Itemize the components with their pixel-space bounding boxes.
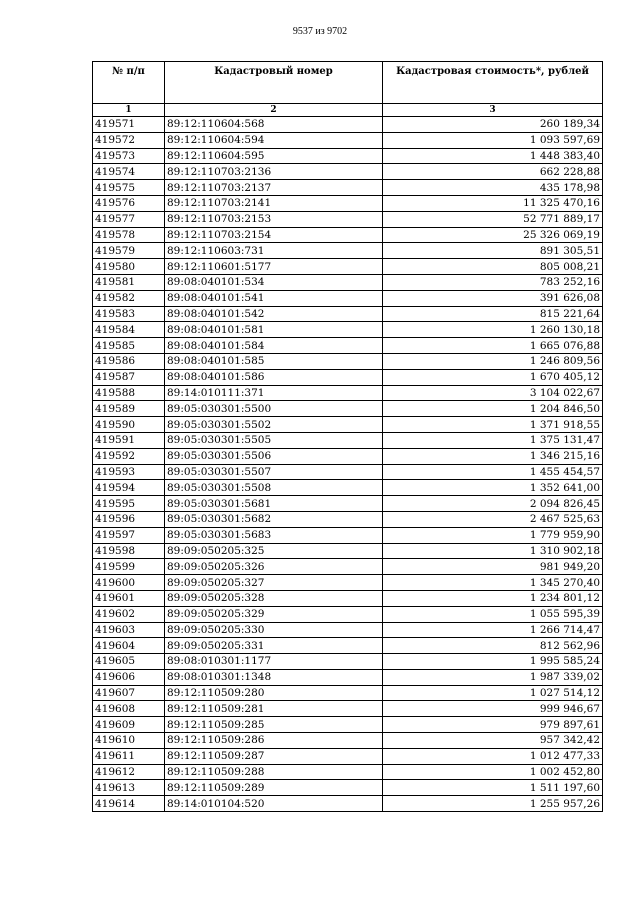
row-number-cell: 419602 xyxy=(93,606,165,622)
row-number-cell: 419598 xyxy=(93,543,165,559)
row-number-cell: 419604 xyxy=(93,638,165,654)
table-row xyxy=(93,733,603,749)
cadastral-value-cell: 1 234 801,12 xyxy=(383,590,603,606)
cadastral-number-cell: 89:05:030301:5506 xyxy=(165,448,383,464)
row-number-cell: 419588 xyxy=(93,385,165,401)
cadastral-value-cell: 1 375 131,47 xyxy=(383,432,603,448)
header-cadastral-number: Кадастровый номер xyxy=(165,62,383,104)
row-number-cell: 419614 xyxy=(93,796,165,812)
cadastral-number-cell: 89:05:030301:5681 xyxy=(165,496,383,512)
row-number-cell: 419594 xyxy=(93,480,165,496)
table-row xyxy=(93,511,603,527)
row-number-cell: 419587 xyxy=(93,369,165,385)
table-header-row xyxy=(93,62,603,104)
row-number-cell: 419606 xyxy=(93,669,165,685)
cadastral-number-cell: 89:09:050205:331 xyxy=(165,638,383,654)
table-row xyxy=(93,195,603,211)
row-number-cell: 419613 xyxy=(93,780,165,796)
table-row xyxy=(93,338,603,354)
table-row xyxy=(93,527,603,543)
table-row xyxy=(93,464,603,480)
cadastral-number-cell: 89:12:110509:281 xyxy=(165,701,383,717)
cadastral-value-cell: 999 946,67 xyxy=(383,701,603,717)
column-number-3: 3 xyxy=(383,104,603,117)
table-row xyxy=(93,543,603,559)
row-number-cell: 419605 xyxy=(93,654,165,670)
table-row xyxy=(93,259,603,275)
cadastral-number-cell: 89:12:110509:280 xyxy=(165,685,383,701)
table-row xyxy=(93,654,603,670)
cadastral-number-cell: 89:08:040101:534 xyxy=(165,274,383,290)
cadastral-number-cell: 89:05:030301:5508 xyxy=(165,480,383,496)
cadastral-number-cell: 89:05:030301:5502 xyxy=(165,417,383,433)
cadastral-number-cell: 89:12:110509:287 xyxy=(165,748,383,764)
cadastral-value-cell: 891 305,51 xyxy=(383,243,603,259)
row-number-cell: 419593 xyxy=(93,464,165,480)
cadastral-number-cell: 89:09:050205:325 xyxy=(165,543,383,559)
cadastral-value-cell: 1 511 197,60 xyxy=(383,780,603,796)
cadastral-number-cell: 89:12:110604:595 xyxy=(165,148,383,164)
cadastral-value-cell: 815 221,64 xyxy=(383,306,603,322)
table-row xyxy=(93,638,603,654)
table-row xyxy=(93,353,603,369)
cadastral-number-cell: 89:08:010301:1348 xyxy=(165,669,383,685)
cadastral-number-cell: 89:05:030301:5507 xyxy=(165,464,383,480)
table-row xyxy=(93,432,603,448)
row-number-cell: 419612 xyxy=(93,764,165,780)
cadastral-value-cell: 1 371 918,55 xyxy=(383,417,603,433)
table-row xyxy=(93,448,603,464)
cadastral-value-cell: 1 012 477,33 xyxy=(383,748,603,764)
cadastral-number-cell: 89:08:040101:586 xyxy=(165,369,383,385)
cadastral-number-cell: 89:05:030301:5682 xyxy=(165,511,383,527)
table-row xyxy=(93,780,603,796)
row-number-cell: 419574 xyxy=(93,164,165,180)
cadastral-value-cell: 805 008,21 xyxy=(383,259,603,275)
cadastral-number-cell: 89:08:040101:541 xyxy=(165,290,383,306)
row-number-cell: 419584 xyxy=(93,322,165,338)
header-row-number: № п/п xyxy=(93,62,165,104)
row-number-cell: 419578 xyxy=(93,227,165,243)
cadastral-value-cell: 260 189,34 xyxy=(383,117,603,133)
cadastral-number-cell: 89:09:050205:330 xyxy=(165,622,383,638)
cadastral-value-cell: 1 204 846,50 xyxy=(383,401,603,417)
cadastral-number-cell: 89:12:110703:2137 xyxy=(165,180,383,196)
cadastral-value-cell: 52 771 889,17 xyxy=(383,211,603,227)
table-row xyxy=(93,117,603,133)
table-row xyxy=(93,132,603,148)
table-row xyxy=(93,496,603,512)
cadastral-value-cell: 1 002 452,80 xyxy=(383,764,603,780)
table-row xyxy=(93,148,603,164)
cadastral-number-cell: 89:12:110509:288 xyxy=(165,764,383,780)
cadastral-value-cell: 3 104 022,67 xyxy=(383,385,603,401)
row-number-cell: 419610 xyxy=(93,733,165,749)
cadastral-number-cell: 89:12:110703:2154 xyxy=(165,227,383,243)
cadastral-value-cell: 662 228,88 xyxy=(383,164,603,180)
cadastral-value-cell: 1 665 076,88 xyxy=(383,338,603,354)
row-number-cell: 419580 xyxy=(93,259,165,275)
cadastral-number-cell: 89:08:010301:1177 xyxy=(165,654,383,670)
row-number-cell: 419596 xyxy=(93,511,165,527)
row-number-cell: 419599 xyxy=(93,559,165,575)
table-row xyxy=(93,606,603,622)
row-number-cell: 419581 xyxy=(93,274,165,290)
cadastral-number-cell: 89:08:040101:584 xyxy=(165,338,383,354)
cadastral-number-cell: 89:08:040101:542 xyxy=(165,306,383,322)
cadastral-value-cell: 25 326 069,19 xyxy=(383,227,603,243)
cadastral-value-cell: 1 260 130,18 xyxy=(383,322,603,338)
row-number-cell: 419573 xyxy=(93,148,165,164)
cadastral-number-cell: 89:12:110703:2153 xyxy=(165,211,383,227)
cadastral-number-cell: 89:14:010104:520 xyxy=(165,796,383,812)
table-row xyxy=(93,274,603,290)
cadastral-number-cell: 89:05:030301:5505 xyxy=(165,432,383,448)
cadastral-value-cell: 783 252,16 xyxy=(383,274,603,290)
row-number-cell: 419585 xyxy=(93,338,165,354)
cadastral-value-cell: 1 093 597,69 xyxy=(383,132,603,148)
table-row xyxy=(93,227,603,243)
cadastral-value-cell: 1 310 902,18 xyxy=(383,543,603,559)
table-row xyxy=(93,796,603,812)
table-row xyxy=(93,748,603,764)
table-row xyxy=(93,385,603,401)
table-row xyxy=(93,590,603,606)
cadastral-value-cell: 391 626,08 xyxy=(383,290,603,306)
row-number-cell: 419577 xyxy=(93,211,165,227)
cadastral-number-cell: 89:14:010111:371 xyxy=(165,385,383,401)
cadastral-number-cell: 89:08:040101:585 xyxy=(165,353,383,369)
cadastral-value-cell: 1 346 215,16 xyxy=(383,448,603,464)
cadastral-number-cell: 89:09:050205:327 xyxy=(165,575,383,591)
cadastral-number-cell: 89:05:030301:5683 xyxy=(165,527,383,543)
cadastral-value-cell: 1 455 454,57 xyxy=(383,464,603,480)
cadastral-value-cell: 1 055 595,39 xyxy=(383,606,603,622)
column-number-2: 2 xyxy=(165,104,383,117)
row-number-cell: 419571 xyxy=(93,117,165,133)
row-number-cell: 419572 xyxy=(93,132,165,148)
cadastral-number-cell: 89:12:110703:2141 xyxy=(165,195,383,211)
table-row xyxy=(93,717,603,733)
cadastral-number-cell: 89:09:050205:328 xyxy=(165,590,383,606)
column-number-row xyxy=(93,104,603,117)
row-number-cell: 419583 xyxy=(93,306,165,322)
row-number-cell: 419589 xyxy=(93,401,165,417)
cadastral-value-cell: 1 352 641,00 xyxy=(383,480,603,496)
row-number-cell: 419601 xyxy=(93,590,165,606)
row-number-cell: 419600 xyxy=(93,575,165,591)
row-number-cell: 419592 xyxy=(93,448,165,464)
cadastral-number-cell: 89:12:110509:285 xyxy=(165,717,383,733)
column-number-1: 1 xyxy=(93,104,165,117)
table-body xyxy=(93,117,603,812)
table-row xyxy=(93,290,603,306)
table-row xyxy=(93,559,603,575)
table-row xyxy=(93,401,603,417)
cadastral-value-cell: 11 325 470,16 xyxy=(383,195,603,211)
cadastral-number-cell: 89:12:110509:286 xyxy=(165,733,383,749)
cadastral-value-cell: 1 246 809,56 xyxy=(383,353,603,369)
cadastral-value-cell: 1 255 957,26 xyxy=(383,796,603,812)
cadastral-value-cell: 1 448 383,40 xyxy=(383,148,603,164)
table-row xyxy=(93,480,603,496)
cadastral-value-cell: 981 949,20 xyxy=(383,559,603,575)
row-number-cell: 419576 xyxy=(93,195,165,211)
row-number-cell: 419611 xyxy=(93,748,165,764)
table-row xyxy=(93,622,603,638)
cadastral-value-cell: 1 345 270,40 xyxy=(383,575,603,591)
cadastral-number-cell: 89:12:110509:289 xyxy=(165,780,383,796)
row-number-cell: 419609 xyxy=(93,717,165,733)
cadastral-number-cell: 89:12:110604:594 xyxy=(165,132,383,148)
row-number-cell: 419591 xyxy=(93,432,165,448)
row-number-cell: 419597 xyxy=(93,527,165,543)
table-row xyxy=(93,417,603,433)
cadastral-number-cell: 89:05:030301:5500 xyxy=(165,401,383,417)
cadastral-value-cell: 1 670 405,12 xyxy=(383,369,603,385)
cadastral-value-table xyxy=(92,61,603,812)
cadastral-value-cell: 1 027 514,12 xyxy=(383,685,603,701)
cadastral-value-cell: 812 562,96 xyxy=(383,638,603,654)
header-cadastral-value: Кадастровая стоимость*, рублей xyxy=(383,62,603,104)
table-row xyxy=(93,575,603,591)
table-row xyxy=(93,211,603,227)
cadastral-value-cell: 2 094 826,45 xyxy=(383,496,603,512)
row-number-cell: 419590 xyxy=(93,417,165,433)
cadastral-number-cell: 89:09:050205:326 xyxy=(165,559,383,575)
cadastral-value-cell: 1 987 339,02 xyxy=(383,669,603,685)
table-row xyxy=(93,243,603,259)
cadastral-number-cell: 89:12:110601:5177 xyxy=(165,259,383,275)
cadastral-number-cell: 89:09:050205:329 xyxy=(165,606,383,622)
table-row xyxy=(93,369,603,385)
cadastral-value-cell: 2 467 525,63 xyxy=(383,511,603,527)
row-number-cell: 419603 xyxy=(93,622,165,638)
cadastral-value-cell: 1 779 959,90 xyxy=(383,527,603,543)
table-row xyxy=(93,701,603,717)
table-row xyxy=(93,669,603,685)
row-number-cell: 419579 xyxy=(93,243,165,259)
cadastral-number-cell: 89:12:110603:731 xyxy=(165,243,383,259)
row-number-cell: 419595 xyxy=(93,496,165,512)
cadastral-number-cell: 89:12:110604:568 xyxy=(165,117,383,133)
cadastral-number-cell: 89:08:040101:581 xyxy=(165,322,383,338)
cadastral-value-cell: 979 897,61 xyxy=(383,717,603,733)
row-number-cell: 419608 xyxy=(93,701,165,717)
table-row xyxy=(93,685,603,701)
table-row xyxy=(93,306,603,322)
table-row xyxy=(93,180,603,196)
cadastral-value-cell: 957 342,42 xyxy=(383,733,603,749)
page-number-header: 9537 из 9702 xyxy=(292,26,348,37)
row-number-cell: 419607 xyxy=(93,685,165,701)
table-row xyxy=(93,764,603,780)
cadastral-value-cell: 1 995 585,24 xyxy=(383,654,603,670)
table-row xyxy=(93,164,603,180)
cadastral-value-cell: 1 266 714,47 xyxy=(383,622,603,638)
cadastral-number-cell: 89:12:110703:2136 xyxy=(165,164,383,180)
row-number-cell: 419586 xyxy=(93,353,165,369)
row-number-cell: 419575 xyxy=(93,180,165,196)
cadastral-value-cell: 435 178,98 xyxy=(383,180,603,196)
row-number-cell: 419582 xyxy=(93,290,165,306)
table-row xyxy=(93,322,603,338)
